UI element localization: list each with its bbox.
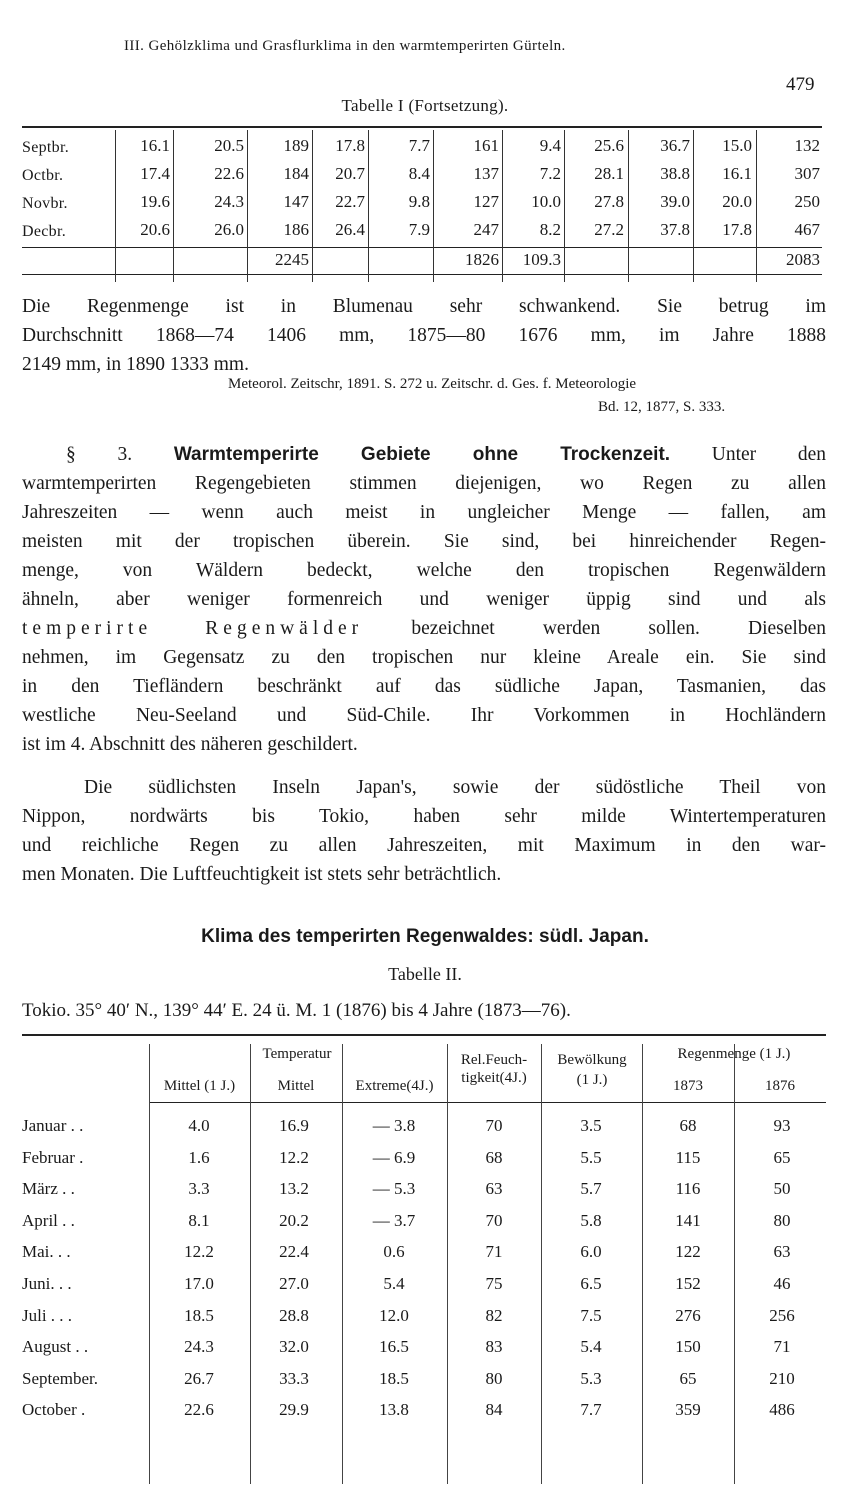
table-cell: 26.7 bbox=[184, 1368, 214, 1388]
table-cell: 70 bbox=[485, 1210, 503, 1230]
table-cell: 18.5 bbox=[184, 1305, 214, 1325]
table-cell: 5.8 bbox=[580, 1210, 602, 1230]
text-line: westliche Neu-Seeland und Süd-Chile. Ihr Vorkommen in Hochländern bbox=[22, 705, 826, 726]
table-row-month: October . bbox=[22, 1400, 86, 1420]
header-bewoelkung: Bewölkung bbox=[557, 1052, 627, 1068]
text-fragment: Unter den bbox=[711, 444, 827, 465]
table-cell: 36.7 bbox=[660, 136, 690, 155]
table-cell: 7.7 bbox=[580, 1400, 602, 1420]
table-cell: 9.8 bbox=[408, 192, 430, 211]
table-cell: 50 bbox=[773, 1179, 791, 1199]
section-3-spaced-line bbox=[22, 614, 826, 643]
table-column-rule bbox=[628, 130, 629, 282]
table-cell: 115 bbox=[675, 1147, 701, 1167]
table-cell: 22.6 bbox=[184, 1400, 214, 1420]
table-row-month: Octbr. bbox=[22, 167, 64, 184]
table-cell: 17.0 bbox=[184, 1274, 214, 1293]
text-line: Nippon, nordwärts bis Tokio, haben sehr milde Wintertemperaturen bbox=[22, 806, 826, 827]
table-column-rule bbox=[756, 130, 757, 282]
text-line: Jahreszeiten — wenn auch meist in ungleicher Menge — fallen, am bbox=[22, 502, 826, 523]
table2-tokio-climate bbox=[22, 1034, 826, 1484]
table-cell: 6.5 bbox=[580, 1274, 602, 1293]
header-bewoelkung-2: (1 J.) bbox=[576, 1072, 608, 1088]
table-cell: 307 bbox=[794, 164, 820, 183]
text-line: meisten mit der tropischen überein. Sie sind, bei hinreichender Regen- bbox=[22, 531, 826, 552]
text-line: ähneln, aber weniger formenreich und weniger üppig sind und als bbox=[22, 589, 826, 610]
table-cell: 83 bbox=[485, 1337, 503, 1357]
table-cell: 189 bbox=[283, 136, 309, 155]
table-cell: 132 bbox=[794, 136, 820, 155]
table-cell: 27.8 bbox=[594, 192, 624, 211]
header-temperatur: Temperatur bbox=[262, 1046, 332, 1062]
table-cell: 20.5 bbox=[214, 136, 244, 155]
table-cell: 186 bbox=[283, 220, 309, 239]
table-row-month: Septbr. bbox=[22, 139, 69, 156]
subheader-1876: 1876 bbox=[765, 1078, 795, 1094]
table-cell: 1.6 bbox=[188, 1147, 210, 1167]
table-cell: 27.2 bbox=[594, 220, 624, 239]
source-citation-line2: Bd. 12, 1877, S. 333. bbox=[598, 399, 726, 415]
table-cell: 137 bbox=[473, 164, 499, 183]
table-cell: 5.5 bbox=[580, 1147, 602, 1167]
table-cell: 141 bbox=[675, 1210, 701, 1230]
table-cell: 12.2 bbox=[184, 1242, 214, 1262]
text-line: und reichliche Regen zu allen Jahreszeiten, mit Maximum in den war- bbox=[22, 835, 826, 856]
table-cell: 26.4 bbox=[335, 220, 365, 239]
table-cell: 13.2 bbox=[279, 1179, 309, 1199]
table-cell: 210 bbox=[769, 1368, 795, 1388]
table-cell: 15.0 bbox=[722, 136, 752, 155]
table-cell: 39.0 bbox=[660, 192, 690, 211]
text-line: menge, von Wäldern bedeckt, welche den tropischen Regenwäldern bbox=[22, 560, 826, 581]
table1-continuation bbox=[22, 126, 822, 286]
table-cell: 38.8 bbox=[660, 164, 690, 183]
table-cell: 65 bbox=[679, 1368, 697, 1388]
table-rule bbox=[22, 247, 822, 248]
table-cell: 8.2 bbox=[539, 220, 561, 239]
table-cell: 127 bbox=[473, 192, 499, 211]
table-cell: 250 bbox=[794, 192, 820, 211]
table-cell: 84 bbox=[485, 1400, 503, 1420]
text-line: ist im 4. Abschnitt des näheren geschildert. bbox=[22, 734, 358, 755]
table-rule bbox=[22, 1034, 826, 1036]
table-cell: 7.9 bbox=[408, 220, 430, 239]
table-cell: 359 bbox=[675, 1400, 701, 1420]
table-row-month: Juli . . . bbox=[22, 1305, 73, 1325]
table-column-rule bbox=[173, 130, 174, 282]
table-cell: 20.2 bbox=[279, 1210, 309, 1230]
table-cell: 7.7 bbox=[408, 136, 430, 155]
header-rel-feuchtigkeit: Rel.Feuch- bbox=[460, 1052, 528, 1068]
table-cell: 32.0 bbox=[279, 1337, 309, 1357]
spaced-term: temperirte Regenwälder bbox=[22, 618, 364, 639]
table-cell: 12.2 bbox=[279, 1147, 309, 1167]
table-cell: 12.0 bbox=[379, 1305, 409, 1325]
table-cell: 8.1 bbox=[188, 1210, 210, 1230]
table-cell: 256 bbox=[769, 1305, 795, 1325]
table-row-month: September. bbox=[22, 1368, 99, 1388]
table-cell: 6.0 bbox=[580, 1242, 602, 1262]
table-cell: 93 bbox=[773, 1116, 791, 1135]
table-cell: — 3.8 bbox=[372, 1116, 416, 1135]
subheader-mittel: Mittel bbox=[277, 1078, 315, 1094]
table-cell: — 5.3 bbox=[372, 1179, 416, 1199]
table-cell: 26.0 bbox=[214, 220, 244, 239]
text-line: 2149 mm, in 1890 1333 mm. bbox=[22, 354, 249, 375]
table-cell: 7.2 bbox=[539, 164, 561, 183]
table-cell: 24.3 bbox=[184, 1337, 214, 1357]
table-cell: 28.8 bbox=[279, 1305, 309, 1325]
text-line: in den Tiefländern beschränkt auf das südliche Japan, Tasmanien, das bbox=[22, 676, 826, 697]
subheader-mittel-1j: Mittel (1 J.) bbox=[163, 1078, 236, 1094]
table-cell: 25.6 bbox=[594, 136, 624, 155]
table-cell: 20.7 bbox=[335, 164, 365, 183]
table-cell: 46 bbox=[773, 1274, 791, 1293]
section-3-first-line bbox=[22, 440, 826, 469]
table-cell: 152 bbox=[675, 1274, 701, 1293]
table-cell: 63 bbox=[773, 1242, 791, 1262]
table-cell: 7.5 bbox=[580, 1305, 602, 1325]
table-cell: — 6.9 bbox=[372, 1147, 416, 1167]
text-line: warmtemperirten Regengebieten stimmen diejenigen, wo Regen zu allen bbox=[22, 473, 826, 494]
table-column-rule bbox=[447, 1044, 448, 1484]
table-cell: 75 bbox=[485, 1274, 503, 1293]
table-cell: — 3.7 bbox=[372, 1210, 416, 1230]
table-cell: 22.4 bbox=[279, 1242, 309, 1262]
table-row-month: Juni. . . bbox=[22, 1274, 72, 1293]
table-cell: 276 bbox=[675, 1305, 701, 1325]
subheader-extreme: Extreme(4J.) bbox=[355, 1078, 434, 1094]
subheader-1873: 1873 bbox=[673, 1078, 703, 1094]
table-cell: 8.4 bbox=[408, 164, 430, 183]
text-line: nehmen, im Gegensatz zu den tropischen nur kleine Areale ein. Sie sind bbox=[22, 647, 826, 668]
table-cell: 3.5 bbox=[580, 1116, 602, 1135]
table-cell: 5.4 bbox=[383, 1274, 405, 1293]
table-cell: 29.9 bbox=[279, 1400, 309, 1420]
table-cell: 82 bbox=[485, 1305, 503, 1325]
table-cell: 16.1 bbox=[722, 164, 752, 183]
table-cell: 68 bbox=[485, 1147, 503, 1167]
table-row-month: Februar . bbox=[22, 1147, 84, 1167]
table-cell: 16.9 bbox=[279, 1116, 309, 1135]
table-total-cell: 109.3 bbox=[522, 250, 561, 269]
table-column-rule bbox=[734, 1044, 735, 1484]
table-column-rule bbox=[342, 1044, 343, 1484]
table-column-rule bbox=[149, 1044, 150, 1484]
table-cell: 122 bbox=[675, 1242, 701, 1262]
page-number: 479 bbox=[786, 74, 815, 95]
table-cell: 9.4 bbox=[539, 136, 561, 155]
table-cell: 467 bbox=[794, 220, 820, 239]
table1-title: Tabelle I (Fortsetzung). bbox=[341, 96, 509, 115]
table-row-month: März . . bbox=[22, 1179, 75, 1199]
section-heading: Warmtemperirte Gebiete ohne Trockenzeit. bbox=[173, 444, 671, 465]
table-cell: 37.8 bbox=[660, 220, 690, 239]
table-column-rule bbox=[541, 1044, 542, 1484]
table-cell: 71 bbox=[773, 1337, 791, 1357]
table-cell: 27.0 bbox=[279, 1274, 309, 1293]
header-regenmenge: Regenmenge (1 J.) bbox=[677, 1046, 791, 1062]
table-column-rule bbox=[247, 130, 248, 282]
blumenau-paragraph bbox=[22, 292, 826, 379]
table-cell: 80 bbox=[485, 1368, 503, 1388]
table-row-month: April . . bbox=[22, 1210, 75, 1230]
text-line: Die Regenmenge ist in Blumenau sehr schwankend. Sie betrug im bbox=[22, 296, 826, 317]
text-line: men Monaten. Die Luftfeuchtigkeit ist stets sehr beträchtlich. bbox=[22, 864, 502, 885]
table-cell: 13.8 bbox=[379, 1400, 409, 1420]
table-total-cell: 1826 bbox=[465, 250, 499, 269]
table-cell: 10.0 bbox=[531, 192, 561, 211]
climate-heading: Klima des temperirten Regenwaldes: südl. Japan. bbox=[201, 926, 649, 947]
table-cell: 486 bbox=[769, 1400, 795, 1420]
source-citation-line1: Meteorol. Zeitschr, 1891. S. 272 u. Zeitschr. d. Ges. f. Meteorologie bbox=[228, 376, 637, 392]
station-line: Tokio. 35° 40′ N., 139° 44′ E. 24 ü. M. 1 (1876) bis 4 Jahre (1873—76). bbox=[22, 1000, 571, 1021]
table-rule bbox=[22, 126, 822, 128]
table-cell: 150 bbox=[675, 1337, 701, 1357]
section-number: § 3. bbox=[66, 444, 133, 465]
table-cell: 22.7 bbox=[335, 192, 365, 211]
table-cell: 80 bbox=[773, 1210, 791, 1230]
table-cell: 22.6 bbox=[214, 164, 244, 183]
table-column-rule bbox=[368, 130, 369, 282]
table-cell: 24.3 bbox=[214, 192, 244, 211]
table-cell: 184 bbox=[283, 164, 309, 183]
table-cell: 20.0 bbox=[722, 192, 752, 211]
text-line: Die südlichsten Inseln Japan's, sowie der südöstliche Theil von bbox=[84, 777, 826, 798]
table-total-cell: 2083 bbox=[786, 250, 820, 269]
table-cell: 65 bbox=[773, 1147, 791, 1167]
table-row-month: Mai. . . bbox=[22, 1242, 71, 1262]
table2-title: Tabelle II. bbox=[388, 964, 462, 984]
running-header: III. Gehölzklima und Grasflurklima in den warmtemperirten Gürteln. bbox=[124, 38, 566, 54]
table-cell: 18.5 bbox=[379, 1368, 409, 1388]
table-row-month: Novbr. bbox=[22, 195, 68, 212]
table-cell: 147 bbox=[283, 192, 309, 211]
table-cell: 3.3 bbox=[188, 1179, 210, 1199]
table-cell: 161 bbox=[473, 136, 499, 155]
table-total-cell: 2245 bbox=[275, 250, 309, 269]
table-row-month: Januar . . bbox=[22, 1116, 84, 1135]
table-column-rule bbox=[433, 130, 434, 282]
table-cell: 63 bbox=[485, 1179, 503, 1199]
table-cell: 19.6 bbox=[140, 192, 170, 211]
table-cell: 33.3 bbox=[279, 1368, 309, 1388]
table-cell: 28.1 bbox=[594, 164, 624, 183]
table-cell: 16.1 bbox=[140, 136, 170, 155]
table-cell: 5.4 bbox=[580, 1337, 602, 1357]
table-row-month: August . . bbox=[22, 1337, 89, 1357]
japan-paragraph bbox=[22, 773, 826, 889]
text-line: Durchschnitt 1868—74 1406 mm, 1875—80 1676 mm, im Jahre 1888 bbox=[22, 325, 826, 346]
table-cell: 68 bbox=[679, 1116, 697, 1135]
table-cell: 71 bbox=[485, 1242, 503, 1262]
header-rel-feuchtigkeit-2: tigkeit(4J.) bbox=[461, 1070, 527, 1086]
table-cell: 17.8 bbox=[722, 220, 752, 239]
table-cell: 247 bbox=[473, 220, 499, 239]
table-cell: 16.5 bbox=[379, 1337, 409, 1357]
table-row-month: Decbr. bbox=[22, 223, 67, 240]
section-3-paragraph bbox=[22, 440, 826, 759]
table-cell: 70 bbox=[485, 1116, 503, 1135]
text-fragment: bezeichnet werden sollen. Dieselben bbox=[411, 618, 826, 639]
table-rule bbox=[150, 1102, 826, 1103]
table-cell: 17.8 bbox=[335, 136, 365, 155]
table-cell: 17.4 bbox=[140, 164, 170, 183]
table-cell: 4.0 bbox=[188, 1116, 210, 1135]
table-cell: 0.6 bbox=[383, 1242, 405, 1262]
table-rule bbox=[22, 274, 822, 275]
table-cell: 116 bbox=[675, 1179, 701, 1199]
table-cell: 20.6 bbox=[140, 220, 170, 239]
table-cell: 5.3 bbox=[580, 1368, 602, 1388]
table-cell: 5.7 bbox=[580, 1179, 602, 1199]
